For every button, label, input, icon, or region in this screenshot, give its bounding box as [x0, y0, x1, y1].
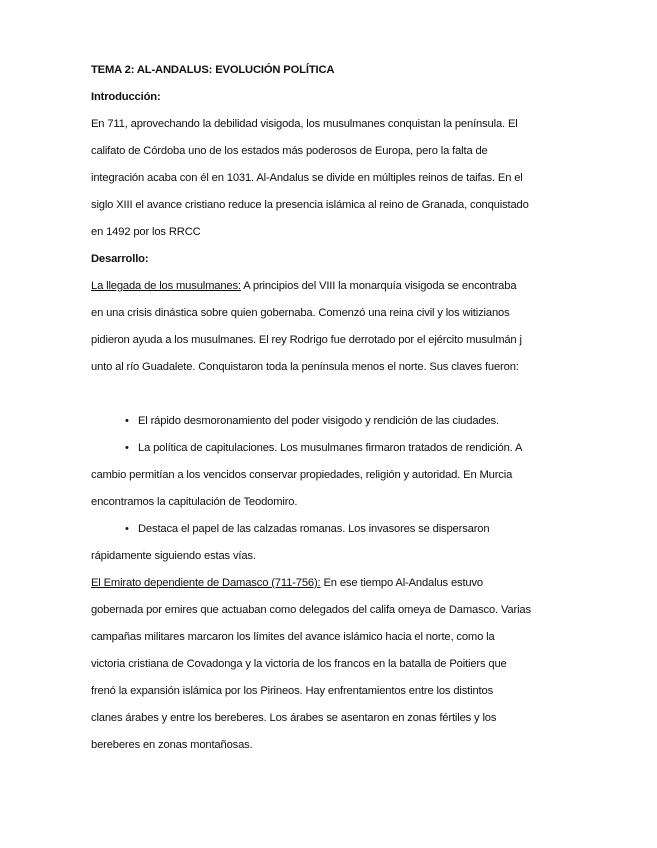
text-line: bereberes en zonas montañosas.: [91, 739, 253, 751]
text-line: pidieron ayuda a los musulmanes. El rey Rodrigo fue derrotado por el ejército musulmán j: [91, 334, 522, 346]
document-title: TEMA 2: AL-ANDALUS: EVOLUCIÓN POLÍTICA: [91, 64, 335, 76]
list-item-text: El rápido desmoronamiento del poder visigodo y rendición de las ciudades.: [138, 415, 499, 427]
text-line: califato de Córdoba uno de los estados más poderosos de Europa, pero la falta de: [91, 145, 488, 157]
bullet-icon: •: [125, 415, 129, 427]
emirato-paragraph: [91, 573, 571, 762]
text-line: En 711, aprovechando la debilidad visigoda, los musulmanes conquistan la península. El: [91, 118, 518, 130]
text-line: en una crisis dinástica sobre quien gobernaba. Comenzó una reina civil y los witizianos: [91, 307, 510, 319]
text-line: en 1492 por los RRCC: [91, 226, 201, 238]
list-item-continuation: encontramos la capitulación de Teodomiro.: [91, 496, 298, 508]
list-item: [91, 411, 571, 438]
llegada-subheading: La llegada de los musulmanes:: [91, 280, 241, 292]
bullet-icon: •: [125, 442, 129, 454]
list-item-continuation: rápidamente siguiendo estas vías.: [91, 550, 256, 562]
list-item-continuation: cambio permitían a los vencidos conservar propiedades, religión y autoridad. En Murcia: [91, 469, 513, 481]
bullet-icon: •: [125, 523, 129, 535]
text-span: En ese tiempo Al-Andalus estuvo: [320, 577, 484, 589]
emirato-subheading: El Emirato dependiente de Damasco (711-756):: [91, 577, 321, 589]
blank-line: [91, 384, 571, 411]
text-span: A principios del VIII la monarquía visigoda se encontraba: [240, 280, 517, 292]
text-line: victoria cristiana de Covadonga y la victoria de los francos en la batalla de Poitiers que: [91, 658, 507, 670]
text-line: unto al río Guadalete. Conquistaron toda la península menos el norte. Sus claves fueron:: [91, 361, 519, 373]
text-line: campañas militares marcaron los límites del avance islámico hacia el norte, como la: [91, 631, 495, 643]
document-body: [91, 60, 571, 762]
text-line: [91, 276, 571, 303]
llegada-paragraph: [91, 276, 571, 384]
desarrollo-heading: Desarrollo:: [91, 253, 149, 265]
list-item-text: Destaca el papel de las calzadas romanas. Los invasores se dispersaron: [138, 523, 490, 535]
text-line: [91, 573, 571, 600]
list-item: [91, 438, 571, 465]
intro-heading: Introducción:: [91, 91, 161, 103]
text-line: gobernada por emires que actuaban como delegados del califa omeya de Damasco. Varias: [91, 604, 531, 616]
list-item: [91, 519, 571, 546]
text-line: siglo XIII el avance cristiano reduce la presencia islámica al reino de Granada, conquistado: [91, 199, 529, 211]
text-line: frenó la expansión islámica por los Pirineos. Hay enfrentamientos entre los distintos: [91, 685, 494, 697]
list-item-text: La política de capitulaciones. Los musulmanes firmaron tratados de rendición. A: [138, 442, 523, 454]
text-line: integración acaba con él en 1031. Al-Andalus se divide en múltiples reinos de taifas. En el: [91, 172, 523, 184]
claves-list: [91, 411, 571, 573]
intro-paragraph: [91, 114, 571, 249]
text-line: clanes árabes y entre los bereberes. Los árabes se asentaron en zonas fértiles y los: [91, 712, 497, 724]
